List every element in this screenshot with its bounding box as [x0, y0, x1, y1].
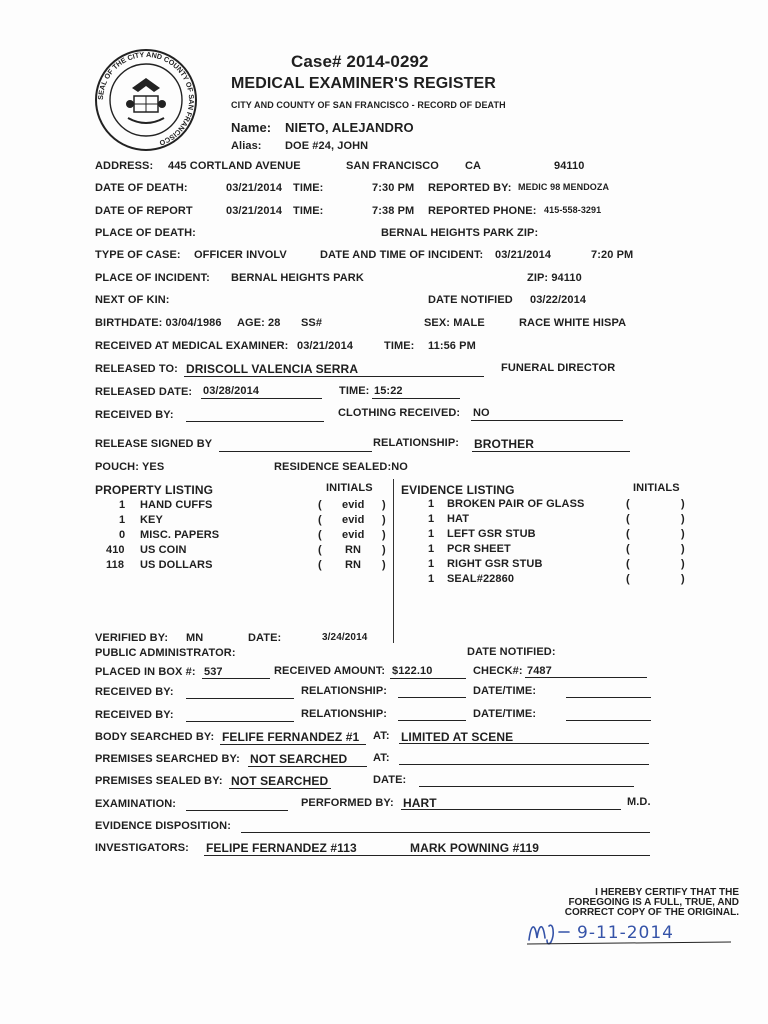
city-value: SAN FRANCISCO	[346, 160, 439, 172]
evidence-qty: 1	[428, 543, 435, 555]
public-administrator-label: PUBLIC ADMINISTRATOR:	[95, 647, 236, 659]
alias-label: Alias:	[231, 140, 262, 152]
received-me-date: 03/21/2014	[297, 340, 354, 352]
paren-close: )	[382, 514, 386, 526]
report-time-label: TIME:	[293, 205, 324, 217]
date-of-report-value: 03/21/2014	[226, 205, 283, 217]
property-initials: RN	[345, 544, 362, 556]
property-initials: RN	[345, 559, 362, 571]
verified-by-label: VERIFIED BY:	[95, 632, 169, 644]
paren-close: )	[681, 528, 685, 540]
residence-sealed: RESIDENCE SEALED:NO	[274, 461, 408, 473]
property-desc: US COIN	[140, 544, 187, 556]
at-value: LIMITED AT SCENE	[401, 730, 514, 744]
received-me-label: RECEIVED AT MEDICAL EXAMINER:	[95, 340, 289, 352]
property-qty: 1	[119, 514, 126, 526]
page-subtitle: CITY AND COUNTY OF SAN FRANCISCO - RECORD OF DEATH	[231, 100, 506, 110]
sex: SEX: MALE	[424, 317, 485, 329]
evidence-desc: RIGHT GSR STUB	[447, 558, 543, 570]
evidence-qty: 1	[428, 513, 435, 525]
received-amount-label: RECEIVED AMOUNT:	[274, 665, 386, 677]
incident-datetime-label: DATE AND TIME OF INCIDENT:	[320, 249, 484, 261]
type-of-case-label: TYPE OF CASE:	[95, 249, 181, 261]
released-to-value: DRISCOLL VALENCIA SERRA	[186, 362, 359, 376]
paren-open: (	[626, 573, 630, 585]
evidence-disposition-label: EVIDENCE DISPOSITION:	[95, 820, 231, 832]
received-me-time: 11:56 PM	[428, 340, 476, 352]
datetime-label: DATE/TIME:	[473, 708, 537, 720]
verified-by-value: MN	[186, 632, 204, 644]
box-value: 537	[204, 666, 223, 678]
premises-sealed-label: PREMISES SEALED BY:	[95, 775, 223, 787]
premises-sealed-value: NOT SEARCHED	[231, 774, 329, 788]
evidence-desc: PCR SHEET	[447, 543, 511, 555]
date-of-death-value: 03/21/2014	[226, 182, 283, 194]
incident-date-value: 03/21/2014	[495, 249, 552, 261]
paren-close: )	[382, 529, 386, 541]
date-notified-label: DATE NOTIFIED	[428, 294, 513, 306]
verified-date-label: DATE:	[248, 632, 282, 644]
property-initials-heading: INITIALS	[326, 482, 373, 494]
date-notified-value: 03/22/2014	[530, 294, 587, 306]
paren-open: (	[626, 558, 630, 570]
evidence-desc: HAT	[447, 513, 470, 525]
seal-text: SEAL OF THE CITY AND COUNTY OF SAN FRANCISCO	[95, 49, 197, 148]
name-value: NIETO, ALEJANDRO	[285, 120, 414, 135]
paren-open: (	[318, 499, 322, 511]
paren-close: )	[382, 544, 386, 556]
released-date-value: 03/28/2014	[203, 385, 260, 397]
check-label: CHECK#:	[473, 665, 523, 677]
body-searched-label: BODY SEARCHED BY:	[95, 731, 215, 743]
paren-open: (	[318, 559, 322, 571]
report-time-value: 7:38 PM	[372, 205, 415, 217]
paren-close: )	[681, 543, 685, 555]
evidence-desc: BROKEN PAIR OF GLASS	[447, 498, 585, 510]
case-number: Case# 2014-0292	[291, 52, 429, 71]
place-of-incident-value: BERNAL HEIGHTS PARK	[231, 272, 364, 284]
body-searched-value: FELIFE FERNANDEZ #1	[222, 730, 360, 744]
date-label: DATE:	[373, 774, 407, 786]
paren-open: (	[318, 529, 322, 541]
zip-value: 94110	[554, 160, 585, 172]
property-initials: evid	[342, 514, 365, 526]
property-desc: MISC. PAPERS	[140, 529, 220, 541]
date-of-death-label: DATE OF DEATH:	[95, 182, 188, 194]
race: RACE WHITE HISPA	[519, 317, 627, 329]
investigator-2: MARK POWNING #119	[410, 841, 540, 855]
property-initials: evid	[342, 499, 365, 511]
paren-open: (	[318, 544, 322, 556]
property-qty: 1	[119, 499, 126, 511]
death-time-label: TIME:	[293, 182, 324, 194]
pa-date-notified-label: DATE NOTIFIED:	[467, 646, 556, 658]
evidence-qty: 1	[428, 528, 435, 540]
release-signed-label: RELEASE SIGNED BY	[95, 438, 213, 450]
property-desc: HAND CUFFS	[140, 499, 213, 511]
funeral-director: FUNERAL DIRECTOR	[501, 362, 616, 374]
incident-zip: ZIP: 94110	[527, 272, 582, 284]
released-date-label: RELEASED DATE:	[95, 386, 193, 398]
reported-by-value: MEDIC 98 MENDOZA	[518, 182, 610, 192]
premises-searched-value: NOT SEARCHED	[250, 752, 348, 766]
evidence-qty: 1	[428, 573, 435, 585]
handwritten-signature	[525, 914, 735, 948]
paren-close: )	[681, 558, 685, 570]
property-qty: 118	[106, 559, 125, 571]
ssn-label: SS#	[301, 317, 323, 329]
relationship-label: RELATIONSHIP:	[373, 437, 460, 449]
listing-divider	[393, 479, 394, 643]
received-by-label: RECEIVED BY:	[95, 409, 174, 421]
reported-by-label: REPORTED BY:	[428, 182, 512, 194]
date-of-report-label: DATE OF REPORT	[95, 205, 193, 217]
at-label: AT:	[373, 730, 390, 742]
relationship-value: BROTHER	[474, 437, 535, 451]
certification-stamp: I HEREBY CERTIFY THAT THE FOREGOING IS A FULL, TRUE, AND CORRECT COPY OF THE ORIGINAL.	[564, 887, 739, 918]
clothing-received-label: CLOTHING RECEIVED:	[338, 407, 461, 419]
premises-searched-label: PREMISES SEARCHED BY:	[95, 753, 240, 765]
verified-date-value: 3/24/2014	[322, 632, 368, 643]
released-time-value: 15:22	[374, 385, 403, 397]
property-listing-heading: PROPERTY LISTING	[95, 483, 214, 497]
state-value: CA	[465, 160, 482, 172]
city-seal-icon	[94, 48, 198, 152]
received-by-label: RECEIVED BY:	[95, 686, 174, 698]
paren-close: )	[382, 559, 386, 571]
paren-close: )	[681, 573, 685, 585]
at-label: AT:	[373, 752, 390, 764]
property-desc: US DOLLARS	[140, 559, 213, 571]
paren-open: (	[626, 498, 630, 510]
death-time-value: 7:30 PM	[372, 182, 415, 194]
received-me-time-label: TIME:	[384, 340, 415, 352]
age: AGE: 28	[237, 317, 281, 329]
evidence-listing-heading: EVIDENCE LISTING	[401, 483, 515, 497]
property-desc: KEY	[140, 514, 163, 526]
received-amount-value: $122.10	[392, 665, 433, 677]
paren-close: )	[681, 513, 685, 525]
next-of-kin-label: NEXT OF KIN:	[95, 294, 170, 306]
place-of-incident-label: PLACE OF INCIDENT:	[95, 272, 210, 284]
paren-open: (	[626, 528, 630, 540]
relationship-label: RELATIONSHIP:	[301, 685, 388, 697]
examination-label: EXAMINATION:	[95, 798, 177, 810]
address-value: 445 CORTLAND AVENUE	[168, 160, 301, 172]
paren-close: )	[681, 498, 685, 510]
page-title: MEDICAL EXAMINER'S REGISTER	[231, 75, 496, 92]
evidence-initials-heading: INITIALS	[633, 482, 680, 494]
evidence-desc: LEFT GSR STUB	[447, 528, 536, 540]
check-value: 7487	[527, 665, 552, 677]
pouch: POUCH: YES	[95, 461, 165, 473]
evidence-qty: 1	[428, 558, 435, 570]
investigators-label: INVESTIGATORS:	[95, 842, 189, 854]
performed-by-label: PERFORMED BY:	[301, 797, 394, 809]
place-of-death-label: PLACE OF DEATH:	[95, 227, 196, 239]
relationship-label: RELATIONSHIP:	[301, 708, 388, 720]
released-time-label: TIME:	[339, 385, 370, 397]
investigator-1: FELIPE FERNANDEZ #113	[206, 841, 357, 855]
place-of-death-value: BERNAL HEIGHTS PARK ZIP:	[381, 227, 539, 239]
box-label: PLACED IN BOX #:	[95, 666, 196, 678]
reported-phone-value: 415-558-3291	[544, 205, 602, 215]
address-label: ADDRESS:	[95, 160, 154, 172]
paren-close: )	[382, 499, 386, 511]
property-qty: 0	[119, 529, 126, 541]
clothing-received-value: NO	[473, 407, 490, 419]
alias-value: DOE #24, JOHN	[285, 140, 369, 152]
evidence-qty: 1	[428, 498, 435, 510]
paren-open: (	[626, 513, 630, 525]
released-to-label: RELEASED TO:	[95, 363, 178, 375]
reported-phone-label: REPORTED PHONE:	[428, 205, 537, 217]
paren-open: (	[318, 514, 322, 526]
property-initials: evid	[342, 529, 365, 541]
type-of-case-value: OFFICER INVOLV	[194, 249, 287, 261]
md-suffix: M.D.	[627, 796, 651, 808]
paren-open: (	[626, 543, 630, 555]
incident-time-value: 7:20 PM	[591, 249, 634, 261]
performed-by-value: HART	[403, 796, 437, 810]
property-qty: 410	[106, 544, 125, 556]
received-by-label: RECEIVED BY:	[95, 709, 174, 721]
svg-text:9-11-2014: 9-11-2014	[577, 923, 674, 943]
datetime-label: DATE/TIME:	[473, 685, 537, 697]
evidence-desc: SEAL#22860	[447, 573, 515, 585]
name-label: Name:	[231, 120, 272, 135]
birthdate: BIRTHDATE: 03/04/1986	[95, 317, 222, 329]
